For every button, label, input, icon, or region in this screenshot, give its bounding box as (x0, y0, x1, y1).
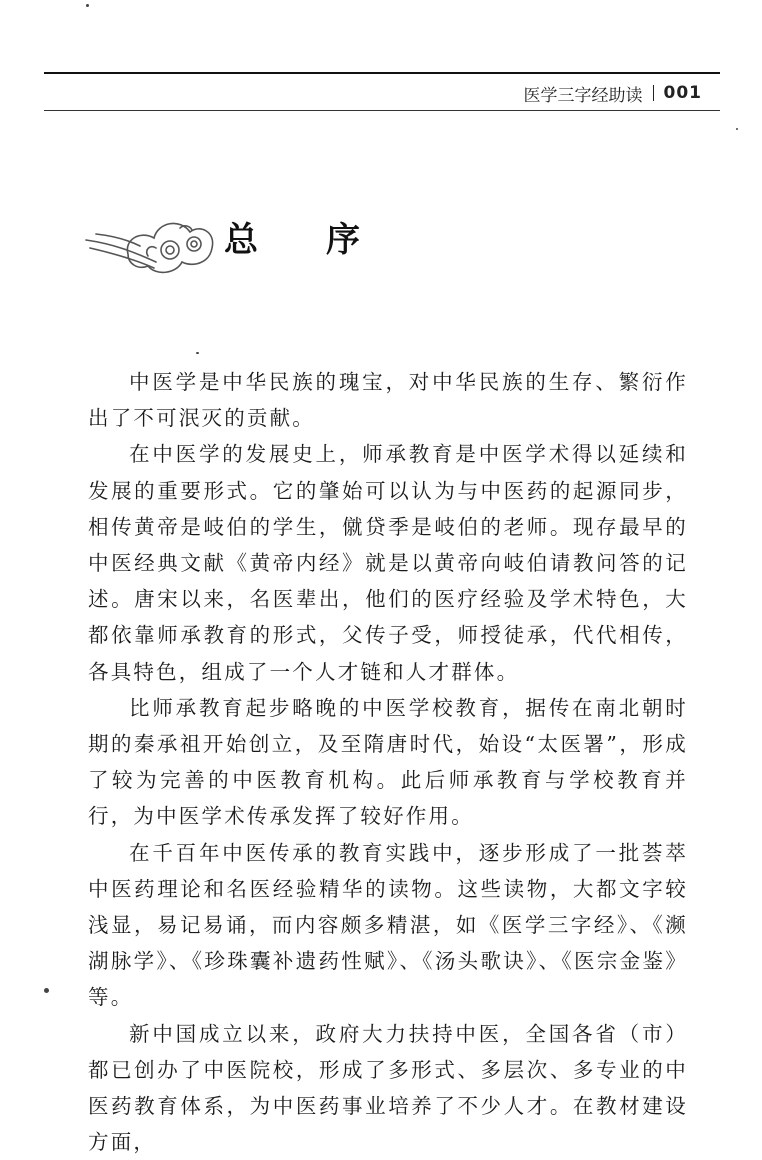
page-number: 001 (663, 83, 702, 103)
header-rule-top (44, 72, 720, 74)
chapter-title-char-2: 序 (326, 220, 360, 260)
scan-speck (736, 128, 738, 130)
header-divider (653, 85, 654, 101)
scan-speck (86, 4, 89, 7)
paragraph-2: 在中医学的发展史上，师承教育是中医学术得以延续和发展的重要形式。它的肇始可以认为与中医药的起源同步，相传黄帝是岐伯的学生，僦贷季是岐伯的老师。现存最早的中医经典文献《黄帝内经》就是以黄帝向岐伯请教问答的记述。唐宋以来，名医辈出，他们的医疗经验及学术特色，大都依靠师承教育的形式，父传子受，师授徒承，代代相传，各具特色，组成了一个人才链和人才群体。 (88, 442, 688, 684)
scan-speck (44, 988, 49, 993)
cloud-ornament-icon (84, 204, 220, 280)
body-text (88, 364, 688, 1160)
header-rule-bottom (44, 110, 720, 111)
paragraph-1: 中医学是中华民族的瑰宝，对中华民族的生存、繁衍作出了不可泯灭的贡献。 (88, 370, 688, 431)
paragraph-4: 在千百年中医传承的教育实践中，逐步形成了一批荟萃中医药理论和名医经验精华的读物。这些读物，大都文字较浅显，易记易诵，而内容颇多精湛，如《医学三字经》、《濒湖脉学》、《珍珠囊补遗药性赋》、《汤头歌诀》、《医宗金鉴》等。 (88, 840, 688, 1010)
chapter-title (224, 218, 360, 262)
paragraph-3: 比师承教育起步略晚的中医学校教育，据传在南北朝时期的秦承祖开始创立，及至隋唐时代，始设“太医署”，形成了较为完善的中医教育机构。此后师承教育与学校教育并行，为中医学术传承发挥了较好作用。 (88, 695, 688, 829)
chapter-title-char-1: 总 (224, 220, 258, 260)
paragraph-5: 新中国成立以来，政府大力扶持中医，全国各省（市）都已创办了中医院校，形成了多形式、多层次、多专业的中医药教育体系，为中医药事业培养了不少人才。在教材建设方面， (88, 1021, 688, 1155)
scan-speck (196, 352, 199, 354)
running-head (524, 80, 703, 106)
book-title: 医学三字经助读 (523, 85, 643, 106)
